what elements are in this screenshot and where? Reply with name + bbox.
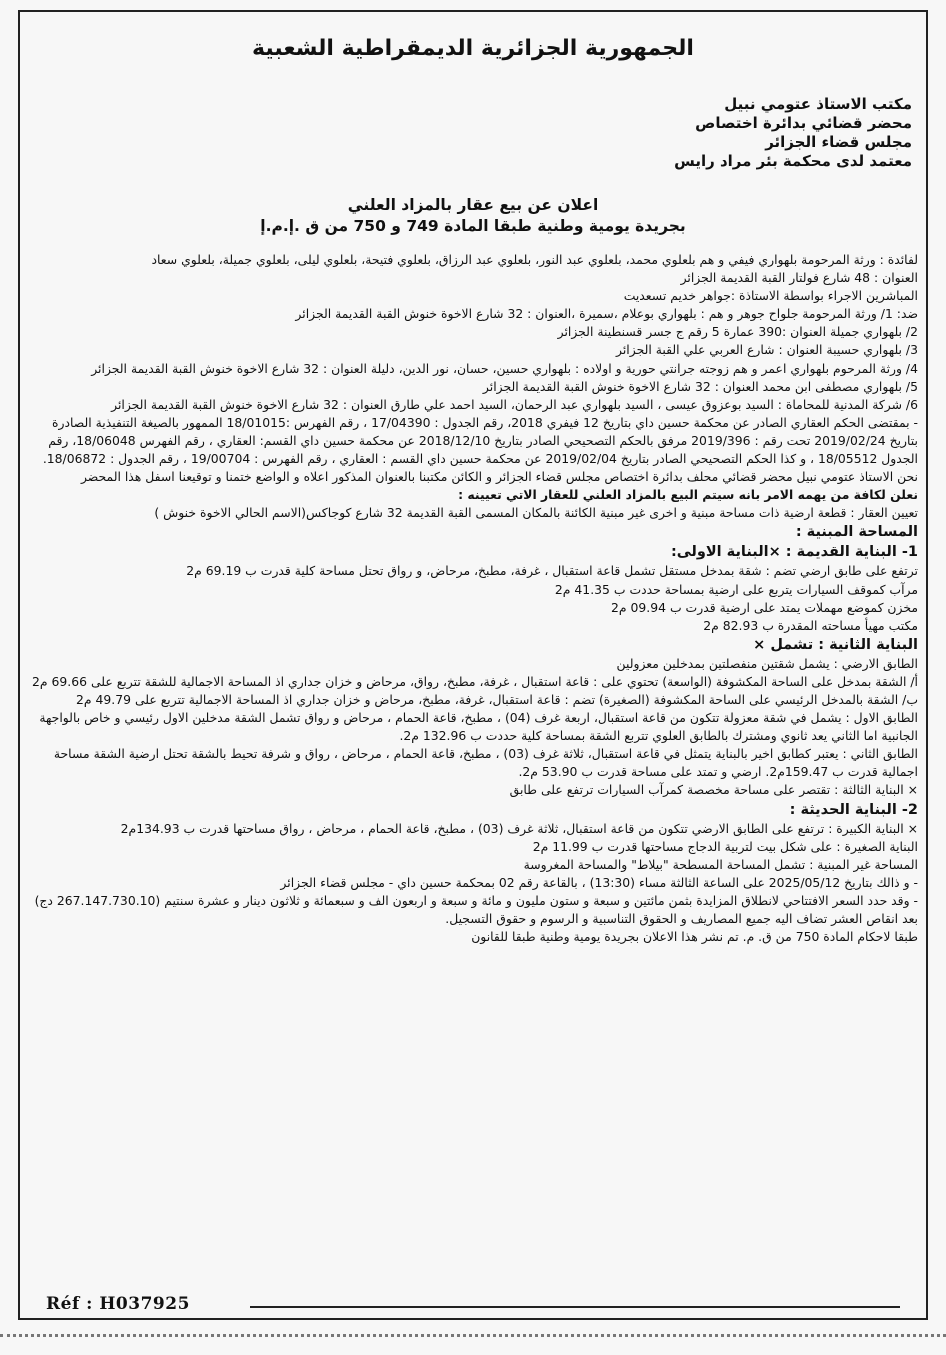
second-building-line: ب/ الشقة بالمدخل الرئيسي على الساحة المكشوفة (الصغيرة) تضم : قاعة استقبال، غرفة، مطبخ، مرحاض و خزان جداري اذ المساحة الاجمالية تتربع على 49.79 م2 [76, 691, 918, 707]
second-building-line: × البناية الثالثة : تقتصر على مساحة مخصصة كمرآب السيارات ترتفع على طابق [509, 782, 918, 798]
bailiff-paragraph: نحن الاستاذ عتومي نبيل محضر قضائي محلف بدائرة اختصاص مجلس قضاء الجزائر و الكائن مكتبنا بالعنوان المذكور اعلاه و الواضع ختمنا و توقيعنا اسفل هذا المحضر [80, 469, 918, 485]
legal-basis-line: طبقا لاحكام المادة 750 من ق. م. تم نشر هذا الاعلان بجريدة يومية وطنية طبقا للقانون [471, 929, 918, 945]
document-content [28, 36, 918, 946]
auction-date-line: - و ذالك بتاريخ 2025/05/12 على الساعة الثالثة مساء (13:30) ، بالقاعة رقم 02 بمحكمة حسين داي - مجلس قضاء الجزائر [280, 874, 918, 890]
old-building-line: مكتب مهيأ مساحته المقدرة ب 82.93 م2 [703, 617, 918, 633]
second-building-line: الطابق الثاني : يعتبر كطابق اخير بالبناية يتمثل في قاعة استقبال، ثلاثة غرف (03) ، مطبخ، قاعة الحمام ، مرحاض ، رواق و شرفة تحيط بالشقة تحتل ارضية الشقة مساحة اجمالية قدرت ب 159.47م2. ارضي و تمتد على مساحة قدرت ب 53.90 م2. [53, 746, 918, 780]
announcement-title-line: اعلان عن بيع عقار بالمزاد العلني [347, 196, 599, 214]
republic-title: الجمهورية الجزائرية الديمقراطية الشعبية [252, 36, 694, 61]
judgment-paragraph: - بمقتضى الحكم العقاري الصادر عن محكمة حسين داي بتاريخ 12 فيفري 2018، رقم الجدول : 17/04390 ، رقم الفهرس :18/01015 الممهور بالصيغة التنفيذية الصادرة بتاريخ 2019/02/24 تحت رقم : 2019/396 مرفق بالحكم التصحيحي الصادر بتاريخ 2018/12/10 عن محكمة حسين داي القسم: العقاري ، رقم الفهرس 18/06048، رقم الجدول 18/05512 ، و كذا الحكم التصحيحي الصادر بتاريخ 2019/02/04 عن محكمة حسين داي القسم : العقاري ، رقم الفهرس : 19/00704 ، رقم الجدول : 18/06872. [42, 414, 918, 467]
new-building-line: البناية الصغيرة : على شكل بيت لتربية الدجاج مساحتها قدرت ب 11.99 م2 [532, 838, 918, 854]
defendant-line: 4/ ورثة المرحوم بلهواري اعمر و هم زوجته جرانتي حورية و اولاده : بلهواري حسين، حسان، نور الدين، دليلة العنوان : 32 شارع الاخوة خنوش القبة القديمة الجزائر [91, 360, 918, 376]
office-line: مكتب الاستاذ عتومي نبيل [724, 95, 912, 113]
address-line: العنوان : 48 شارع فولتار القبة القديمة الجزائر [680, 270, 918, 286]
office-line: معتمد لدى محكمة بئر مراد رايس [674, 152, 912, 170]
procedure-line: المباشرين الاجراء بواسطة الاستاذة :جواهر خديم تسعديت [623, 288, 918, 304]
second-building-line: أ/ الشقة بمدخل على الساحة المكشوفة (الواسعة) تحتوي على : قاعة استقبال ، غرفة، مطبخ، رواق، مرحاض و خزان جداري اذ المساحة الاجمالية للشقة تتربع على 69.66 م2 [32, 673, 918, 689]
defendant-line: ضد: 1/ ورثة المرحومة جلواح جوهر و هم : بلهواري بوعلام ،سميرة ،العنوان : 32 شارع الاخوة خنوش القبة القديمة الجزائر [295, 306, 918, 322]
office-line: محضر قضائي بدائرة اختصاص [695, 114, 912, 132]
office-line: مجلس قضاء الجزائر [765, 133, 912, 151]
announcement-title-line: بجريدة يومية وطنية طبقا المادة 749 و 750 من ق .إ.م.إ [260, 217, 686, 235]
property-designation: تعيين العقار : قطعة ارضية ذات مساحة مبنية و اخرى غير مبنية الكائنة بالمكان المسمى القبة القديمة 32 شارع كوجاكس(الاسم الحالي الاخوة خنوش ) [154, 505, 918, 521]
announcement-body [28, 251, 918, 946]
beneficiaries: لفائدة : ورثة المرحومة بلهواري فيفي و هم بلعلوي محمد، بلعلوي عبد النور، بلعلوي عبد الرزاق، بلعلوي فتيحة، بلعلوي ليلى، بلعلوي جميلة، بلعلوي سعاد [151, 252, 918, 267]
office-block [28, 95, 912, 171]
built-area-heading: المساحة المبنية : [795, 524, 918, 541]
announcement-title [28, 195, 918, 237]
defendant-line: 5/ بلهواري مصطفى ابن محمد العنوان : 32 شارع الاخوة خنوش القبة القديمة الجزائر [482, 378, 918, 394]
notice-line: نعلن لكافة من يهمه الامر بانه سيتم البيع بالمزاد العلني للعقار الاتي تعيينه : [458, 487, 918, 503]
second-building-line: الطابق الارضي : يشمل شقتين منفصلتين بمدخلين معزولين [616, 655, 918, 671]
defendant-line: 2/ بلهواري جميلة العنوان :390 عمارة 5 رقم ج جسر قسنطينة الجزائر [557, 324, 918, 340]
defendant-line: 3/ بلهواري حسيبة العنوان : شارع العربي علي القبة الجزائر [616, 342, 918, 358]
new-building-heading: 2- البناية الحديثة : [789, 801, 918, 818]
second-building-heading: البناية الثانية : تشمل × [753, 636, 918, 653]
old-building-line: ترتفع على طابق ارضي تضم : شقة بمدخل مستقل تشمل قاعة استقبال ، غرفة، مطبخ، مرحاض، و رواق تحتل مساحة كلية قدرت ب 69.19 م2 [186, 563, 918, 579]
defendant-line: 6/ شركة المدنية للمحاماة : السيد بوعزوق عيسى ، السيد بلهواري عبد الرحمان، السيد احمد علي طارق العنوان : 32 شارع الاخوة خنوش القبة القديمة الجزائر [111, 396, 918, 412]
reference-divider [250, 1306, 900, 1308]
new-building-line: المساحة غير المبنية : تشمل المساحة المسطحة "بيلاط" والمساحة المغروسة [523, 856, 918, 872]
reference-number: Réf : H037925 [46, 1294, 190, 1314]
opening-price-line: - وقد حدد السعر الافتتاحي لانطلاق المزايدة بثمن مائتين و سبعة و ستون مليون و مائة و سبعة و اربعون الف و سبعمائة و ثلاثون دينار و عشرة سنتيم (267.147.730.10 دج) بعد انقاص العشر تضاف اليه جميع المصاريف و الحقوق التناسبية و الرسوم و حقوق التسجيل. [34, 892, 918, 926]
second-building-line: الطابق الاول : يشمل في شقة معزولة تتكون من قاعة استقبال، اربعة غرف (04) ، مطبخ، قاعة الحمام ، مرحاض و رواق تشمل الشقة مدخلين الاول رئيسي و خاص بالواجهة الجانبية اما الثاني يعد ثانوي ومشترك بالطابق العلوي تتربع الشقة بمساحة كلية حددت ب 132.96 م2. [39, 710, 918, 744]
old-building-line: مرآب كموقف السيارات يتربع على ارضية بمساحة حددت ب 41.35 م2 [554, 581, 918, 597]
cut-line [0, 1334, 946, 1341]
old-building-heading: 1- البناية القديمة : ×البناية الاولى: [670, 544, 918, 561]
old-building-line: مخزن كموضع مهملات يمتد على ارضية قدرت ب 09.94 م2 [611, 599, 918, 615]
new-building-line: × البناية الكبيرة : ترتفع على الطابق الارضي تتكون من قاعة استقبال، ثلاثة غرف (03) ، مطبخ، قاعة الحمام ، مرحاض ، رواق مساحتها قدرت ب 134.93م2 [120, 820, 918, 836]
